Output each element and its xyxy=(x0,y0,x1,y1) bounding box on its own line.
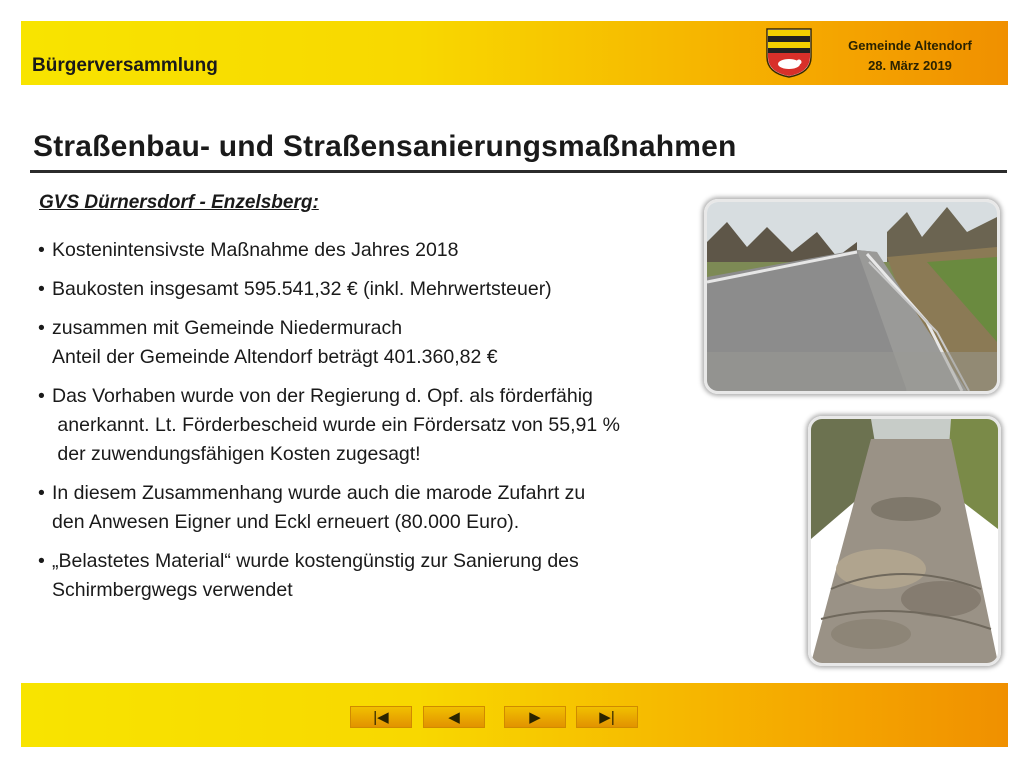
bullet-line: Anteil der Gemeinde Altendorf beträgt 401.360,82 € xyxy=(52,346,498,368)
bullet-item xyxy=(38,275,738,304)
bullet-item xyxy=(38,382,738,469)
nav-next-button[interactable]: ▶ xyxy=(504,706,566,728)
renovated-road-photo xyxy=(704,199,1000,394)
bullet-item xyxy=(38,314,738,372)
section-subheading: GVS Dürnersdorf - Enzelsberg: xyxy=(39,192,319,213)
bullet-line: • Baukosten insgesamt 595.541,32 € (inkl. Mehrwertsteuer) xyxy=(52,278,552,300)
coat-of-arms-icon xyxy=(765,27,813,79)
nav-previous-button[interactable]: ◀ xyxy=(423,706,485,728)
organization-name: Gemeinde Altendorf xyxy=(848,38,972,53)
bullet-item xyxy=(38,547,738,605)
slide-title: Straßenbau- und Straßensanierungsmaßnahmen xyxy=(33,130,737,163)
organization-info xyxy=(826,36,994,76)
nav-last-button[interactable]: ▶| xyxy=(576,706,638,728)
bullet-line: • zusammen mit Gemeinde Niedermurach xyxy=(52,317,403,339)
bullet-line: Schirmbergwegs verwendet xyxy=(52,579,293,601)
bullet-line: • Das Vorhaben wurde von der Regierung d. Opf. als förderfähig xyxy=(52,385,593,407)
nav-first-button[interactable]: |◀ xyxy=(350,706,412,728)
damaged-road-photo xyxy=(808,416,1001,666)
bullet-list xyxy=(38,236,738,615)
bullet-line: • Kostenintensivste Maßnahme des Jahres 2018 xyxy=(52,239,459,261)
bullet-item xyxy=(38,236,738,265)
presentation-date: 28. März 2019 xyxy=(868,58,952,73)
header-title: Bürgerversammlung xyxy=(32,55,218,76)
title-divider xyxy=(30,170,1007,173)
bullet-item xyxy=(38,479,738,537)
bullet-line: • „Belastetes Material“ wurde kostengünstig zur Sanierung des xyxy=(52,550,579,572)
bullet-line: der zuwendungsfähigen Kosten zugesagt! xyxy=(52,443,421,465)
bullet-line: den Anwesen Eigner und Eckl erneuert (80.000 Euro). xyxy=(52,511,520,533)
bullet-line: • In diesem Zusammenhang wurde auch die marode Zufahrt zu xyxy=(52,482,586,504)
bullet-line: anerkannt. Lt. Förderbescheid wurde ein Fördersatz von 55,91 % xyxy=(52,414,620,436)
